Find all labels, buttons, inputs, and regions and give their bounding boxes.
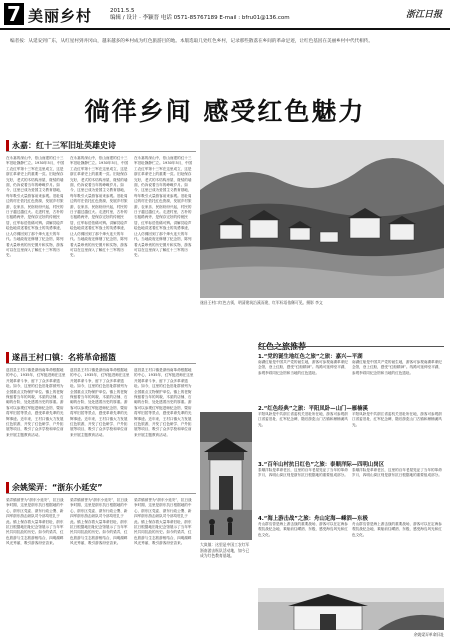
article3-col3: 梁弄镇被誉为“浙东小延安”，抗日战争时期，这里是浙东抗日根据地的中心，浙东区党委、浙东行政公署、新四军浙东游击纵队司令部均驻扎于此。镇上保存着大量革命旧址，浙东抗日根据地旧址纪念馆展示了当年军民共同抗敌的历史。如今的梁弄，红色旅游与生态旅游相结合，四明湖畔风光秀丽，吸引游客纷至沓来。 xyxy=(134,498,192,546)
memorial-photo xyxy=(258,588,444,630)
recommend-item-body: 舟山群岛曾是海上游击战的重要战场，游客可以在定海参观抗战纪念地，乘船前往嵊泗、东极，感受海岛风光和红色文化。 xyxy=(352,522,442,537)
recommend-item-body: 泰顺洋际是革命老区，这里的百年老屋见证了当年的革命岁月，四明山岗区则是浙东抗日根据地的重要组成部分。 xyxy=(258,468,348,478)
recommend-item-body: 南湖红船是中国共产党的诞生地，游客可参观南湖革命纪念馆，登上红船，感受“红船精神”。线路可延伸至平湖，参观李叔同纪念馆和当地的红色遗址。 xyxy=(352,360,442,375)
article1-col2: 在永嘉的深山中，依山而建的红十三军旧址静静伫立。1930年5月，中国工农红军第十三军在这里成立，这是浙江革命史上的重要一页。旧址保存完好，老式的木结构房屋、斑驳的墙面，仍诉说着当年的峥嵘岁月。如今，这里已成为爱国主义教育基地，每年吸引大量游客前来参观。旧址周边的村庄依托红色资源，发展乡村旅游，农家乐、民宿纷纷兴起，村民的日子越过越红火。走进村里，古朴的石板路两旁，是保存完好的传统民居，红军标语依稀可辨。讲解员绘声绘色地讲述着红军战士的英勇事迹，让人仿佛回到了那个烽火连天的年代。当地政府还修缮了纪念馆，陈列着大量珍贵的历史图片和实物，游客可以在这里深入了解红十三军的历史。 xyxy=(70,156,129,258)
article2-col2: 遂昌县王村口镇是浙西南革命根据地的中心，1935年，红军挺进师在这里开展革命斗争，留下了众多革命遗址。如今，这里的红色旧址群被列为全国重点文物保护单位。镇上的老街保留着当年的风貌，木质的店铺、石砌的台阶，处处透着历史的厚重。游客可以参观红军挺进师纪念馆、粟裕将军旧居等景点，感受革命先辈的光辉事迹。近年来，王村口镇大力发展红色旅游，开发了红色研学、户外拓展等项目，吸引了众多学校和单位前来开展主题教育活动。 xyxy=(70,368,130,437)
recommend-item-title: 4.“海上游击战”之旅：舟山定海—嵊泗—东极 xyxy=(258,516,368,522)
gate-photo xyxy=(200,412,252,540)
recommend-item-body: 舟山群岛曾是海上游击战的重要战场，游客可以在定海参观抗战纪念地，乘船前往嵊泗、东极，感受海岛风光和红色文化。 xyxy=(258,522,348,537)
article1-col3: 在永嘉的深山中，依山而建的红十三军旧址静静伫立。1930年5月，中国工农红军第十三军在这里成立，这是浙江革命史上的重要一页。旧址保存完好，老式的木结构房屋、斑驳的墙面，仍诉说着当年的峥嵘岁月。如今，这里已成为爱国主义教育基地，每年吸引大量游客前来参观。旧址周边的村庄依托红色资源，发展乡村旅游，农家乐、民宿纷纷兴起，村民的日子越过越红火。走进村里，古朴的石板路两旁，是保存完好的传统民居，红军标语依稀可辨。讲解员绘声绘色地讲述着红军战士的英勇事迹，让人仿佛回到了那个烽火连天的年代。当地政府还修缮了纪念馆，陈列着大量珍贵的历史图片和实物，游客可以在这里深入了解红十三军的历史。 xyxy=(134,156,193,258)
photo3-caption: 余姚梁弄革命旧址 xyxy=(413,632,444,637)
page-number: 7 xyxy=(4,3,24,25)
photo1-caption: 遂昌王村口红色古街，明清建筑沿溪而建，红军标语依稀可见。摄影 李文 xyxy=(200,300,323,305)
newspaper-logo: 浙江日报 xyxy=(405,10,442,20)
photo2-caption: 大岚镇：这里是中国工农红军浙南游击纵队活动地，如今已成为红色教育基地。 xyxy=(200,542,250,558)
article3-title: 余姚梁弄：“浙东小延安” xyxy=(6,482,103,493)
divider xyxy=(6,363,196,364)
date-line: 2011.5.5 xyxy=(110,8,135,14)
recommend-item-title: 2.“红色经典”之旅：平阳凤卧—山门—雁楠溪 xyxy=(258,406,368,412)
editor-line: 编辑 / 设计 · 李颖晋 电话 0571-85767189 E-mail : bfru01@136.com xyxy=(110,15,290,21)
header-rule xyxy=(0,28,450,30)
article1-title: 永嘉：红十三军旧址英雄史诗 xyxy=(6,140,116,151)
article2-col1: 遂昌县王村口镇是浙西南革命根据地的中心，1935年，红军挺进师在这里开展革命斗争，留下了众多革命遗址。如今，这里的红色旧址群被列为全国重点文物保护单位。镇上的老街保留着当年的风貌，木质的店铺、石砌的台阶，处处透着历史的厚重。游客可以参观红军挺进师纪念馆、粟裕将军旧居等景点，感受革命先辈的光辉事迹。近年来，王村口镇大力发展红色旅游，开发了红色研学、户外拓展等项目，吸引了众多学校和单位前来开展主题教育活动。 xyxy=(6,368,66,437)
recommend-item-body: 南湖红船是中国共产党的诞生地，游客可参观南湖革命纪念馆，登上红船，感受“红船精神”。线路可延伸至平湖，参观李叔同纪念馆和当地的红色遗址。 xyxy=(258,360,348,375)
article2-title: 遂昌王村口镇：名将革命摇篮 xyxy=(6,352,116,363)
section-title: 美丽乡村 xyxy=(28,7,93,25)
recommend-item-title: 3.“百年山村抗日红色”之旅：泰顺洋际—四明山岗区 xyxy=(258,462,385,468)
recommend-item-title: 1.“党的诞生地红色之旅”之旅：嘉兴—平湖 xyxy=(258,354,363,360)
recommend-item-body: 泰顺洋际是革命老区，这里的百年老屋见证了当年的革命岁月，四明山岗区则是浙东抗日根据地的重要组成部分。 xyxy=(352,468,442,478)
divider xyxy=(6,493,196,494)
recommend-title-wrap xyxy=(258,334,306,353)
article2-col3: 遂昌县王村口镇是浙西南革命根据地的中心，1935年，红军挺进师在这里开展革命斗争，留下了众多革命遗址。如今，这里的红色旧址群被列为全国重点文物保护单位。镇上的老街保留着当年的风貌，木质的店铺、石砌的台阶，处处透着历史的厚重。游客可以参观红军挺进师纪念馆、粟裕将军旧居等景点，感受革命先辈的光辉事迹。近年来，王村口镇大力发展红色旅游，开发了红色研学、户外拓展等项目，吸引了众多学校和单位前来开展主题教育活动。 xyxy=(134,368,194,437)
headline: 徜徉乡间 感受红色魅力 xyxy=(84,97,366,126)
village-photo xyxy=(200,140,444,298)
recommend-item-body: 平阳凤卧是中共浙江省委机关旧址所在地，游客可参观浙江省委旧址、红军纪念碑，随后游览山门古镇和雁楠溪风光。 xyxy=(352,412,442,427)
divider xyxy=(6,151,196,152)
editor-info xyxy=(110,8,290,22)
recommend-item-body: 平阳凤卧是中共浙江省委机关旧址所在地，游客可参观浙江省委旧址、红军纪念碑，随后游览山门古镇和雁楠溪风光。 xyxy=(258,412,348,427)
editor-note: 编者按：从延安到广东，从红星村到井冈山，越来越多的乡村成为红色旅游目的地。本版选取几处红色乡村，记录那些散落在乡间的革命足迹，让红色基因在美丽乡村中代代相传。 xyxy=(10,39,373,44)
article3-col2: 梁弄镇被誉为“浙东小延安”，抗日战争时期，这里是浙东抗日根据地的中心，浙东区党委、浙东行政公署、新四军浙东游击纵队司令部均驻扎于此。镇上保存着大量革命旧址，浙东抗日根据地旧址纪念馆展示了当年军民共同抗敌的历史。如今的梁弄，红色旅游与生态旅游相结合，四明湖畔风光秀丽，吸引游客纷至沓来。 xyxy=(70,498,128,546)
article1-col1: 在永嘉的深山中，依山而建的红十三军旧址静静伫立。1930年5月，中国工农红军第十三军在这里成立，这是浙江革命史上的重要一页。旧址保存完好，老式的木结构房屋、斑驳的墙面，仍诉说着当年的峥嵘岁月。如今，这里已成为爱国主义教育基地，每年吸引大量游客前来参观。旧址周边的村庄依托红色资源，发展乡村旅游，农家乐、民宿纷纷兴起，村民的日子越过越红火。走进村里，古朴的石板路两旁，是保存完好的传统民居，红军标语依稀可辨。讲解员绘声绘色地讲述着红军战士的英勇事迹，让人仿佛回到了那个烽火连天的年代。当地政府还修缮了纪念馆，陈列着大量珍贵的历史图片和实物，游客可以在这里深入了解红十三军的历史。 xyxy=(6,156,65,258)
article3-col1: 梁弄镇被誉为“浙东小延安”，抗日战争时期，这里是浙东抗日根据地的中心，浙东区党委、浙东行政公署、新四军浙东游击纵队司令部均驻扎于此。镇上保存着大量革命旧址，浙东抗日根据地旧址纪念馆展示了当年军民共同抗敌的历史。如今的梁弄，红色旅游与生态旅游相结合，四明湖畔风光秀丽，吸引游客纷至沓来。 xyxy=(6,498,64,546)
divider xyxy=(258,346,444,347)
